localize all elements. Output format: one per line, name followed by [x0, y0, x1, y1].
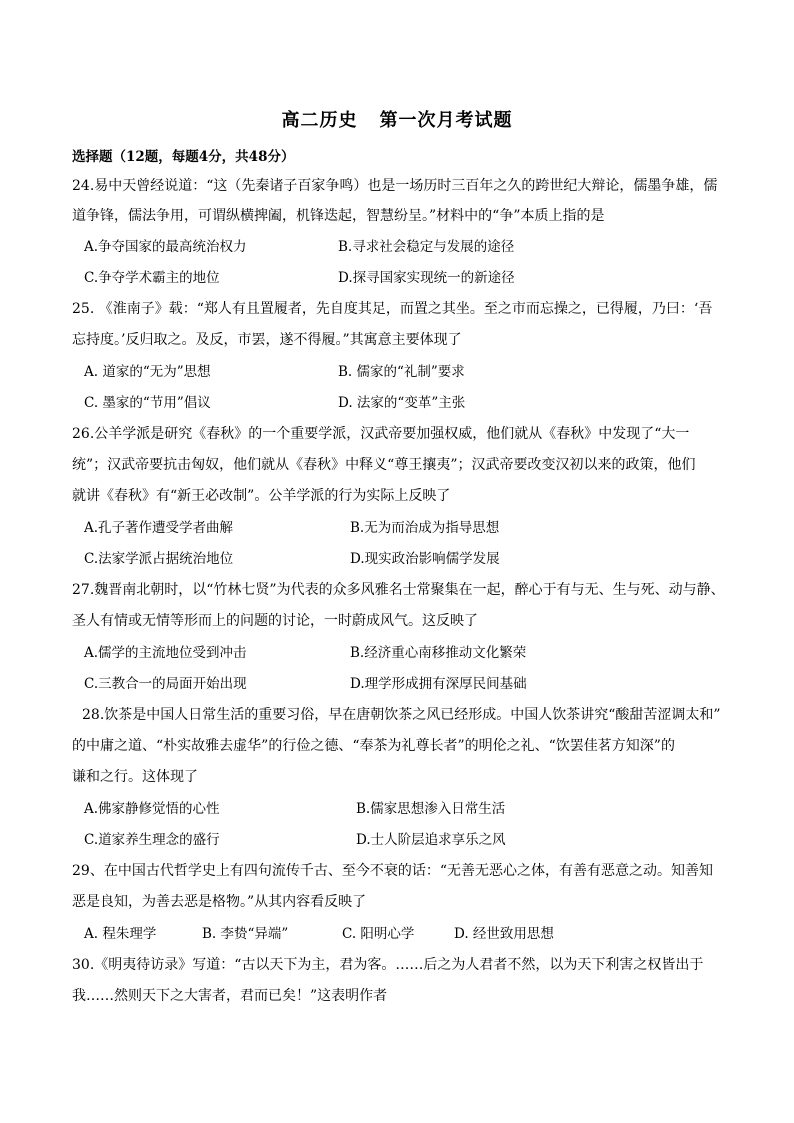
question-29-option-b: B. 李贽“异端” — [202, 926, 289, 942]
exam-title-name: 第一次月考试题 — [379, 110, 513, 131]
question-26-options-row-1 — [84, 518, 734, 538]
question-25-line-2: 忘持度。’反归取之。及反，市罢，遂不得履。”其寓意主要体现了 — [72, 332, 462, 348]
question-27-line-2: 圣人有情或无情等形而上的问题的讨论，一时蔚成风气。这反映了 — [72, 613, 478, 629]
question-24-line-1: 24.易中天曾经说道：“这（先秦诸子百家争鸣）也是一场历时三百年之久的跨世纪大辩论，儒墨争雄，儒 — [72, 178, 718, 194]
question-30-line-1: 30.《明夷待访录》写道：“古以天下为主，君为客。……后之为人君者不然，以为天下利害之权皆出于 — [72, 957, 704, 973]
question-26-options-row-2 — [84, 549, 734, 569]
question-25-options-row-2 — [84, 393, 734, 413]
question-26-line-2: 统”；汉武帝要抗击匈奴，他们就从《春秋》中释义“尊王攘夷”；汉武帝要改变汉初以来的政策，他们 — [72, 457, 696, 473]
question-28-options-row-1 — [84, 799, 734, 819]
question-25-options-row-1 — [84, 362, 734, 382]
question-24-option-c: C.争夺学术霸主的地位 — [84, 270, 220, 286]
exam-title-subject: 高二历史 — [281, 110, 358, 131]
question-29-option-d: D. 经世致用思想 — [454, 926, 554, 942]
question-29-options-row — [84, 924, 734, 944]
section-header: 选择题（12题，每题4分，共48分） — [72, 149, 295, 165]
question-27-options-row-2 — [84, 674, 734, 694]
question-26-line-1: 26.公羊学派是研究《春秋》的一个重要学派，汉武帝要加强权威，他们就从《春秋》中发现了“大一 — [72, 426, 690, 442]
question-24-options-row-2 — [84, 268, 734, 288]
question-28-option-b: B.儒家思想渗入日常生活 — [356, 801, 506, 817]
question-24-options-row-1 — [84, 237, 734, 257]
question-27-option-a: A.儒学的主流地位受到冲击 — [84, 645, 247, 661]
question-29-option-c: C. 阳明心学 — [342, 926, 415, 942]
question-28-options-row-2 — [84, 830, 734, 850]
question-24-option-a: A.争夺国家的最高统治权力 — [84, 239, 247, 255]
question-26-line-3: 就讲《春秋》有“新王必改制”。公羊学派的行为实际上反映了 — [72, 488, 451, 504]
question-26-option-d: D.现实政治影响儒学发展 — [350, 551, 500, 567]
question-24-option-b: B.寻求社会稳定与发展的途径 — [338, 239, 515, 255]
question-24-option-d: D.探寻国家实现统一的新途径 — [338, 270, 515, 286]
question-27-option-d: D.理学形成拥有深厚民间基础 — [350, 676, 527, 692]
question-28-line-2: 的中庸之道、“朴实故雅去虚华”的行俭之德、“奉茶为礼尊长者”的明伦之礼、“饮罢佳茗方知深”的 — [72, 738, 675, 754]
question-29-line-2: 恶是良知，为善去恶是格物。”从其内容看反映了 — [72, 894, 367, 910]
question-27-option-b: B.经济重心南移推动文化繁荣 — [350, 645, 527, 661]
question-24-line-2: 道争锋，儒法争用，可谓纵横捭阖，机锋迭起，智慧纷呈。”材料中的“争”本质上指的是 — [72, 208, 605, 224]
question-25-option-d: D. 法家的“变革”主张 — [338, 395, 466, 411]
question-27-line-1: 27.魏晋南北朝时，以“竹林七贤”为代表的众多风雅名士常聚集在一起，醉心于有与无、生与死、动与静、 — [72, 582, 725, 598]
question-27-options-row-1 — [84, 643, 734, 663]
question-25-option-a: A. 道家的“无为”思想 — [84, 364, 211, 380]
question-28-line-3: 谦和之行。这体现了 — [72, 769, 198, 785]
question-26-option-b: B.无为而治成为指导思想 — [350, 520, 500, 536]
question-29-line-1: 29、在中国古代哲学史上有四句流传千古、至今不衰的话：“无善无恶心之体，有善有恶意之动。知善知 — [72, 863, 713, 879]
question-26-option-a: A.孔子著作遭受学者曲解 — [84, 520, 234, 536]
question-25-option-c: C. 墨家的“节用”倡议 — [84, 395, 211, 411]
question-28-option-a: A.佛家静修觉悟的心性 — [84, 801, 220, 817]
question-25-line-1: 25. 《淮南子》载：“郑人有且置履者，先自度其足，而置之其坐。至之市而忘操之，已得履，乃曰：‘吾 — [72, 301, 713, 317]
question-26-option-c: C.法家学派占据统治地位 — [84, 551, 234, 567]
question-29-option-a: A. 程朱理学 — [84, 926, 157, 942]
question-27-option-c: C.三教合一的局面开始出现 — [84, 676, 247, 692]
question-30-line-2: 我……然则天下之大害者，君而已矣！”这表明作者 — [72, 988, 388, 1004]
exam-title — [0, 106, 794, 132]
question-28-option-d: D.士人阶层追求享乐之风 — [356, 832, 506, 848]
question-28-line-1: 28.饮茶是中国人日常生活的重要习俗，早在唐朝饮茶之风已经形成。中国人饮茶讲究“酸甜苦涩调太和” — [82, 707, 721, 723]
question-25-option-b: B. 儒家的“礼制”要求 — [338, 364, 465, 380]
question-28-option-c: C.道家养生理念的盛行 — [84, 832, 220, 848]
